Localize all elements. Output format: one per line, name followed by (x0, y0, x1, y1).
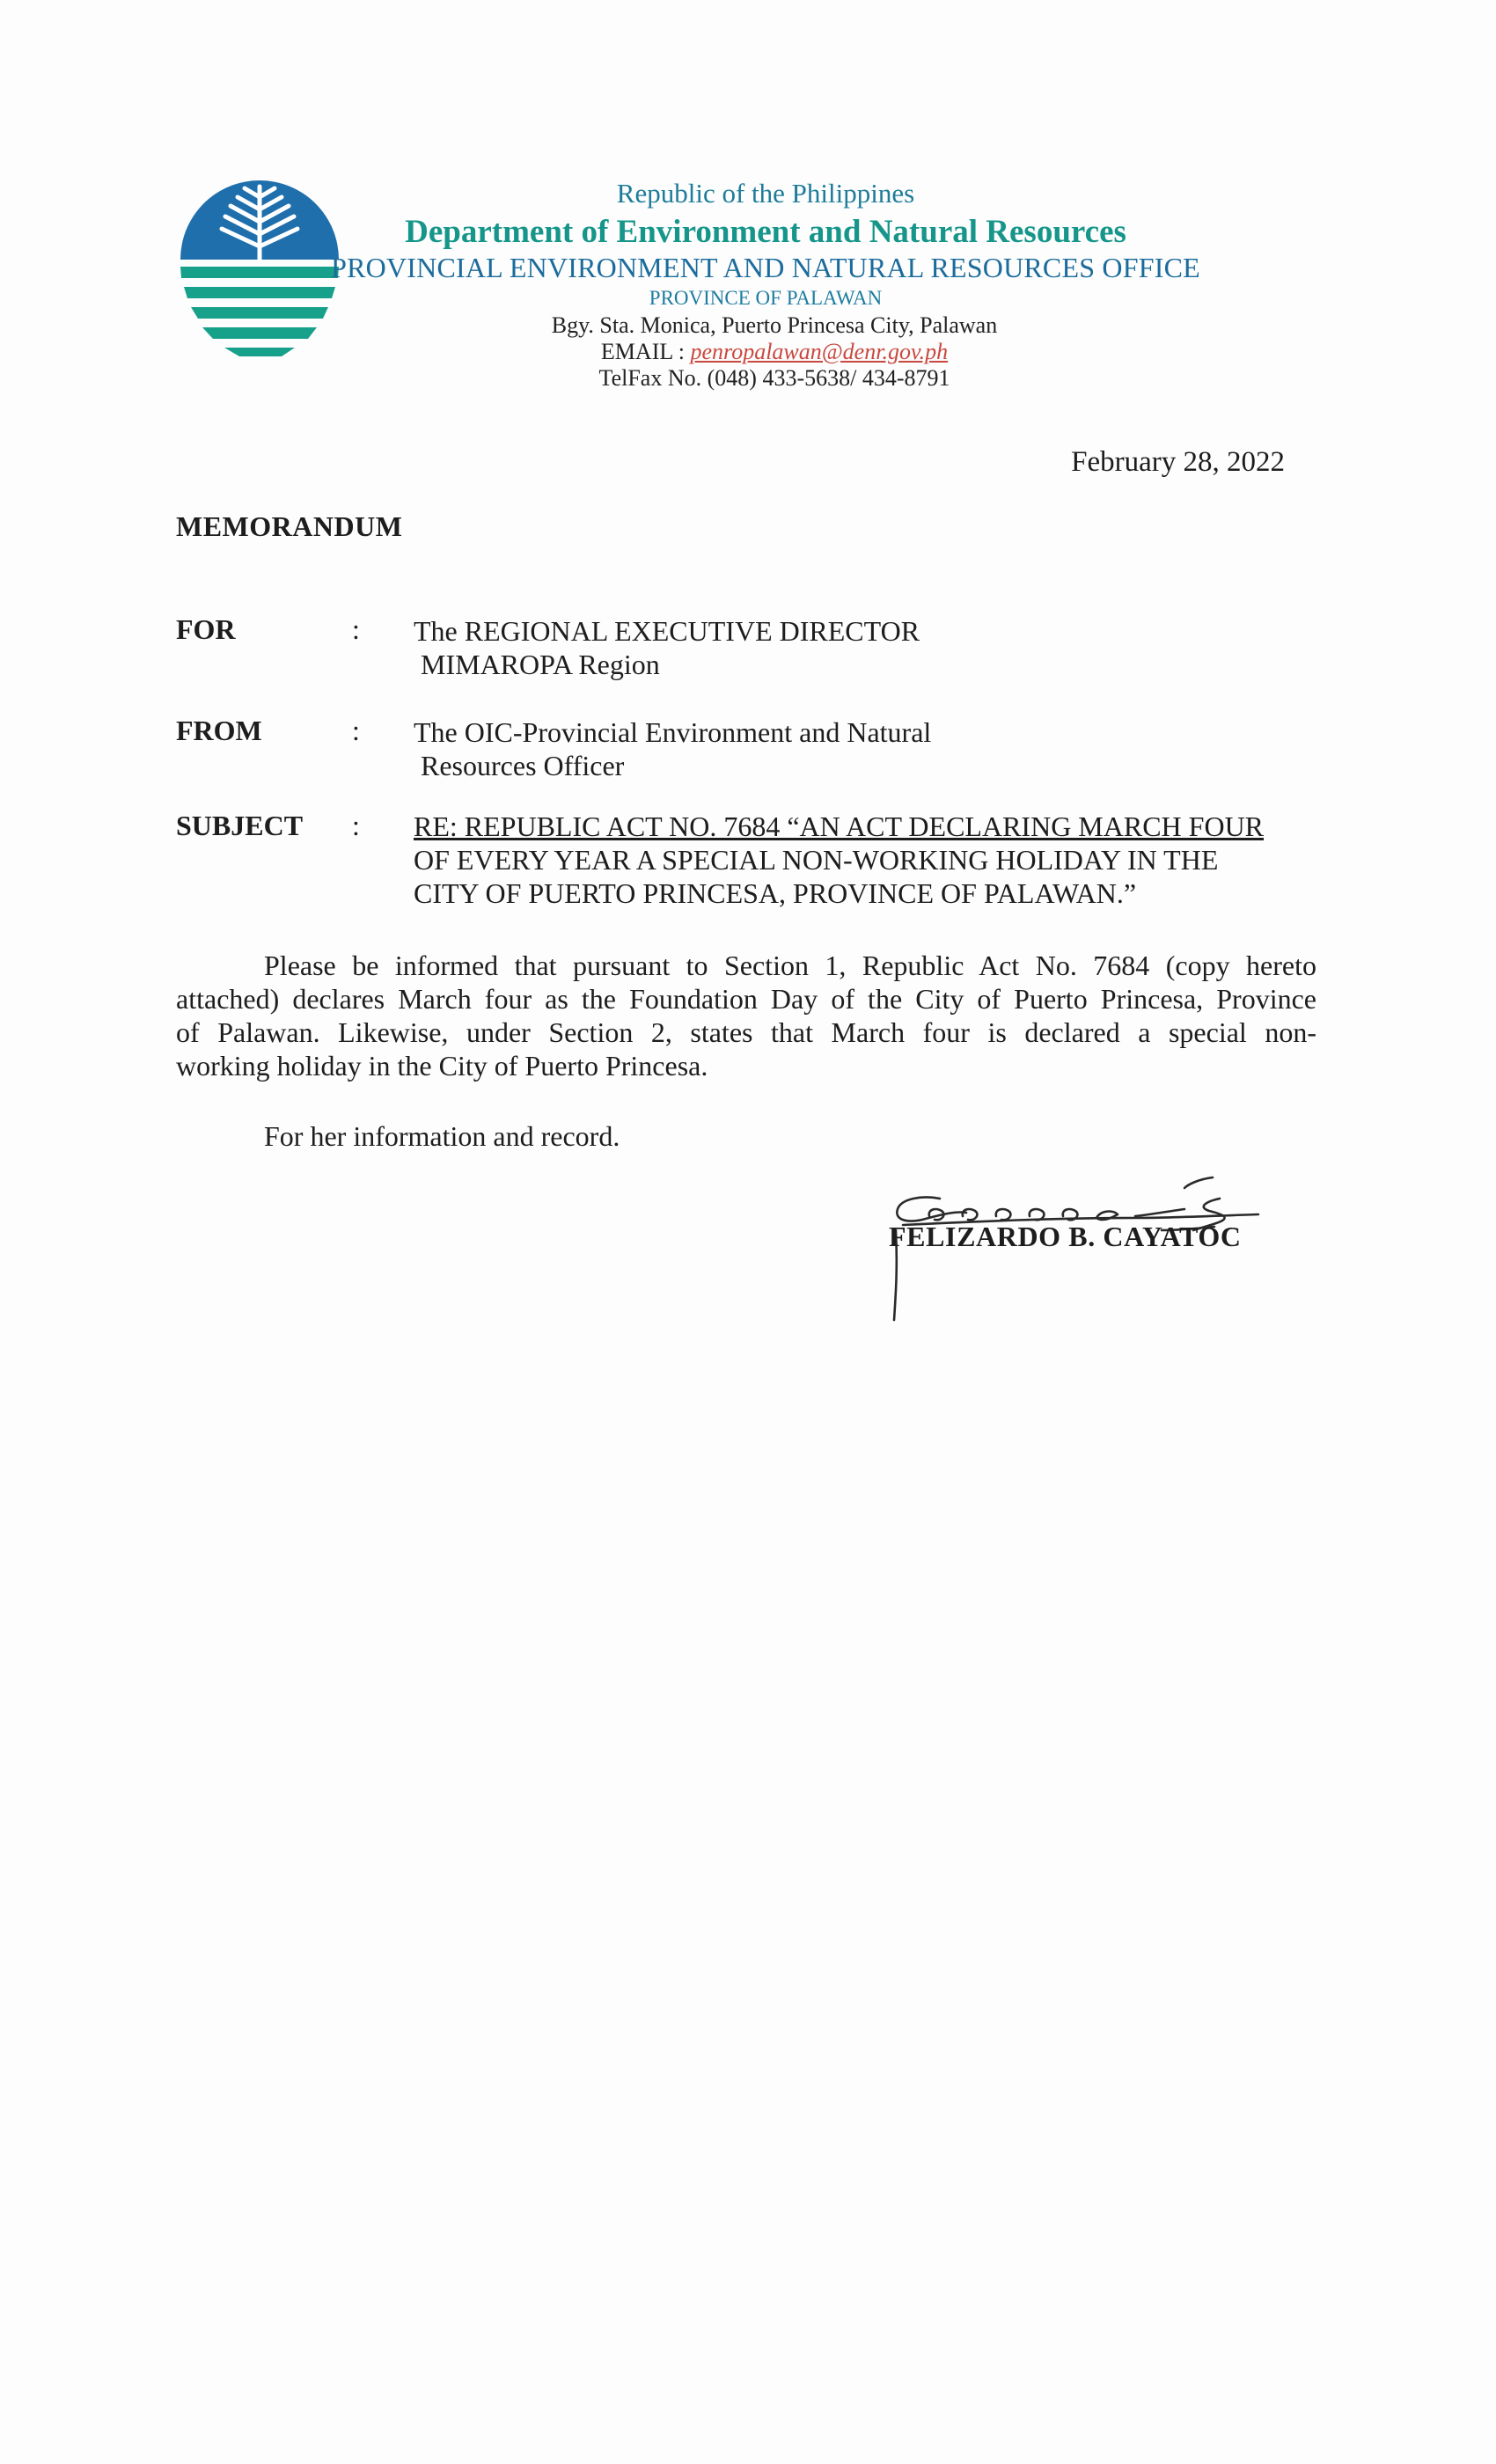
from-line-1: The OIC-Provincial Environment and Natural (414, 716, 932, 748)
for-line-2: MIMAROPA Region (421, 649, 660, 680)
subject-line-3: CITY OF PUERTO PRINCESA, PROVINCE OF PALAWAN.” (414, 877, 1137, 909)
from-line-2: Resources Officer (421, 750, 625, 781)
memo-title: MEMORANDUM (176, 510, 403, 542)
body-paragraph-1 (176, 949, 1316, 1082)
subject-colon: : (352, 810, 360, 841)
subject-label: SUBJECT (176, 810, 304, 841)
letterhead-province: PROVINCE OF PALAWAN (649, 287, 883, 309)
subject-value (414, 810, 1264, 910)
memo-date: February 28, 2022 (1071, 446, 1285, 478)
body-paragraph-1-line: attached) declares March four as the Foundation Day of the City of Puerto Princesa, Province (176, 983, 1316, 1015)
letterhead-address: Bgy. Sta. Monica, Puerto Princesa City, Palawan (551, 312, 998, 338)
email-label: EMAIL : (600, 339, 691, 364)
subject-line-2: OF EVERY YEAR A SPECIAL NON-WORKING HOLIDAY IN THE (414, 844, 1219, 876)
letterhead-office: PROVINCIAL ENVIRONMENT AND NATURAL RESOURCES OFFICE (331, 252, 1200, 283)
body-paragraph-1-line: of Palawan. Likewise, under Section 2, states that March four is declared a special non- (176, 1016, 1316, 1048)
for-label: FOR (176, 613, 236, 645)
for-colon: : (352, 613, 360, 645)
email-link[interactable]: penropalawan@denr.gov.ph (690, 339, 949, 364)
from-value (414, 715, 931, 782)
subject-line-1: RE: REPUBLIC ACT NO. 7684 “AN ACT DECLARING MARCH FOUR (414, 810, 1265, 842)
body-paragraph-2: For her information and record. (264, 1120, 620, 1152)
for-value (414, 614, 920, 681)
from-colon: : (352, 715, 360, 746)
letterhead-republic: Republic of the Philippines (616, 178, 915, 209)
for-line-1: The REGIONAL EXECUTIVE DIRECTOR (414, 615, 920, 647)
body-paragraph-1-line: Please be informed that pursuant to Section 1, Republic Act No. 7684 (copy hereto (264, 950, 1316, 981)
body-paragraph-1-line: working holiday in the City of Puerto Princesa. (176, 1050, 708, 1082)
letterhead-department: Department of Environment and Natural Resources (405, 214, 1126, 250)
from-label: FROM (176, 715, 262, 746)
letterhead-email-line (378, 339, 1170, 365)
signatory-name: FELIZARDO B. CAYATOC (889, 1221, 1242, 1252)
letterhead-telfax: TelFax No. (048) 433-5638/ 434-8791 (598, 365, 950, 391)
